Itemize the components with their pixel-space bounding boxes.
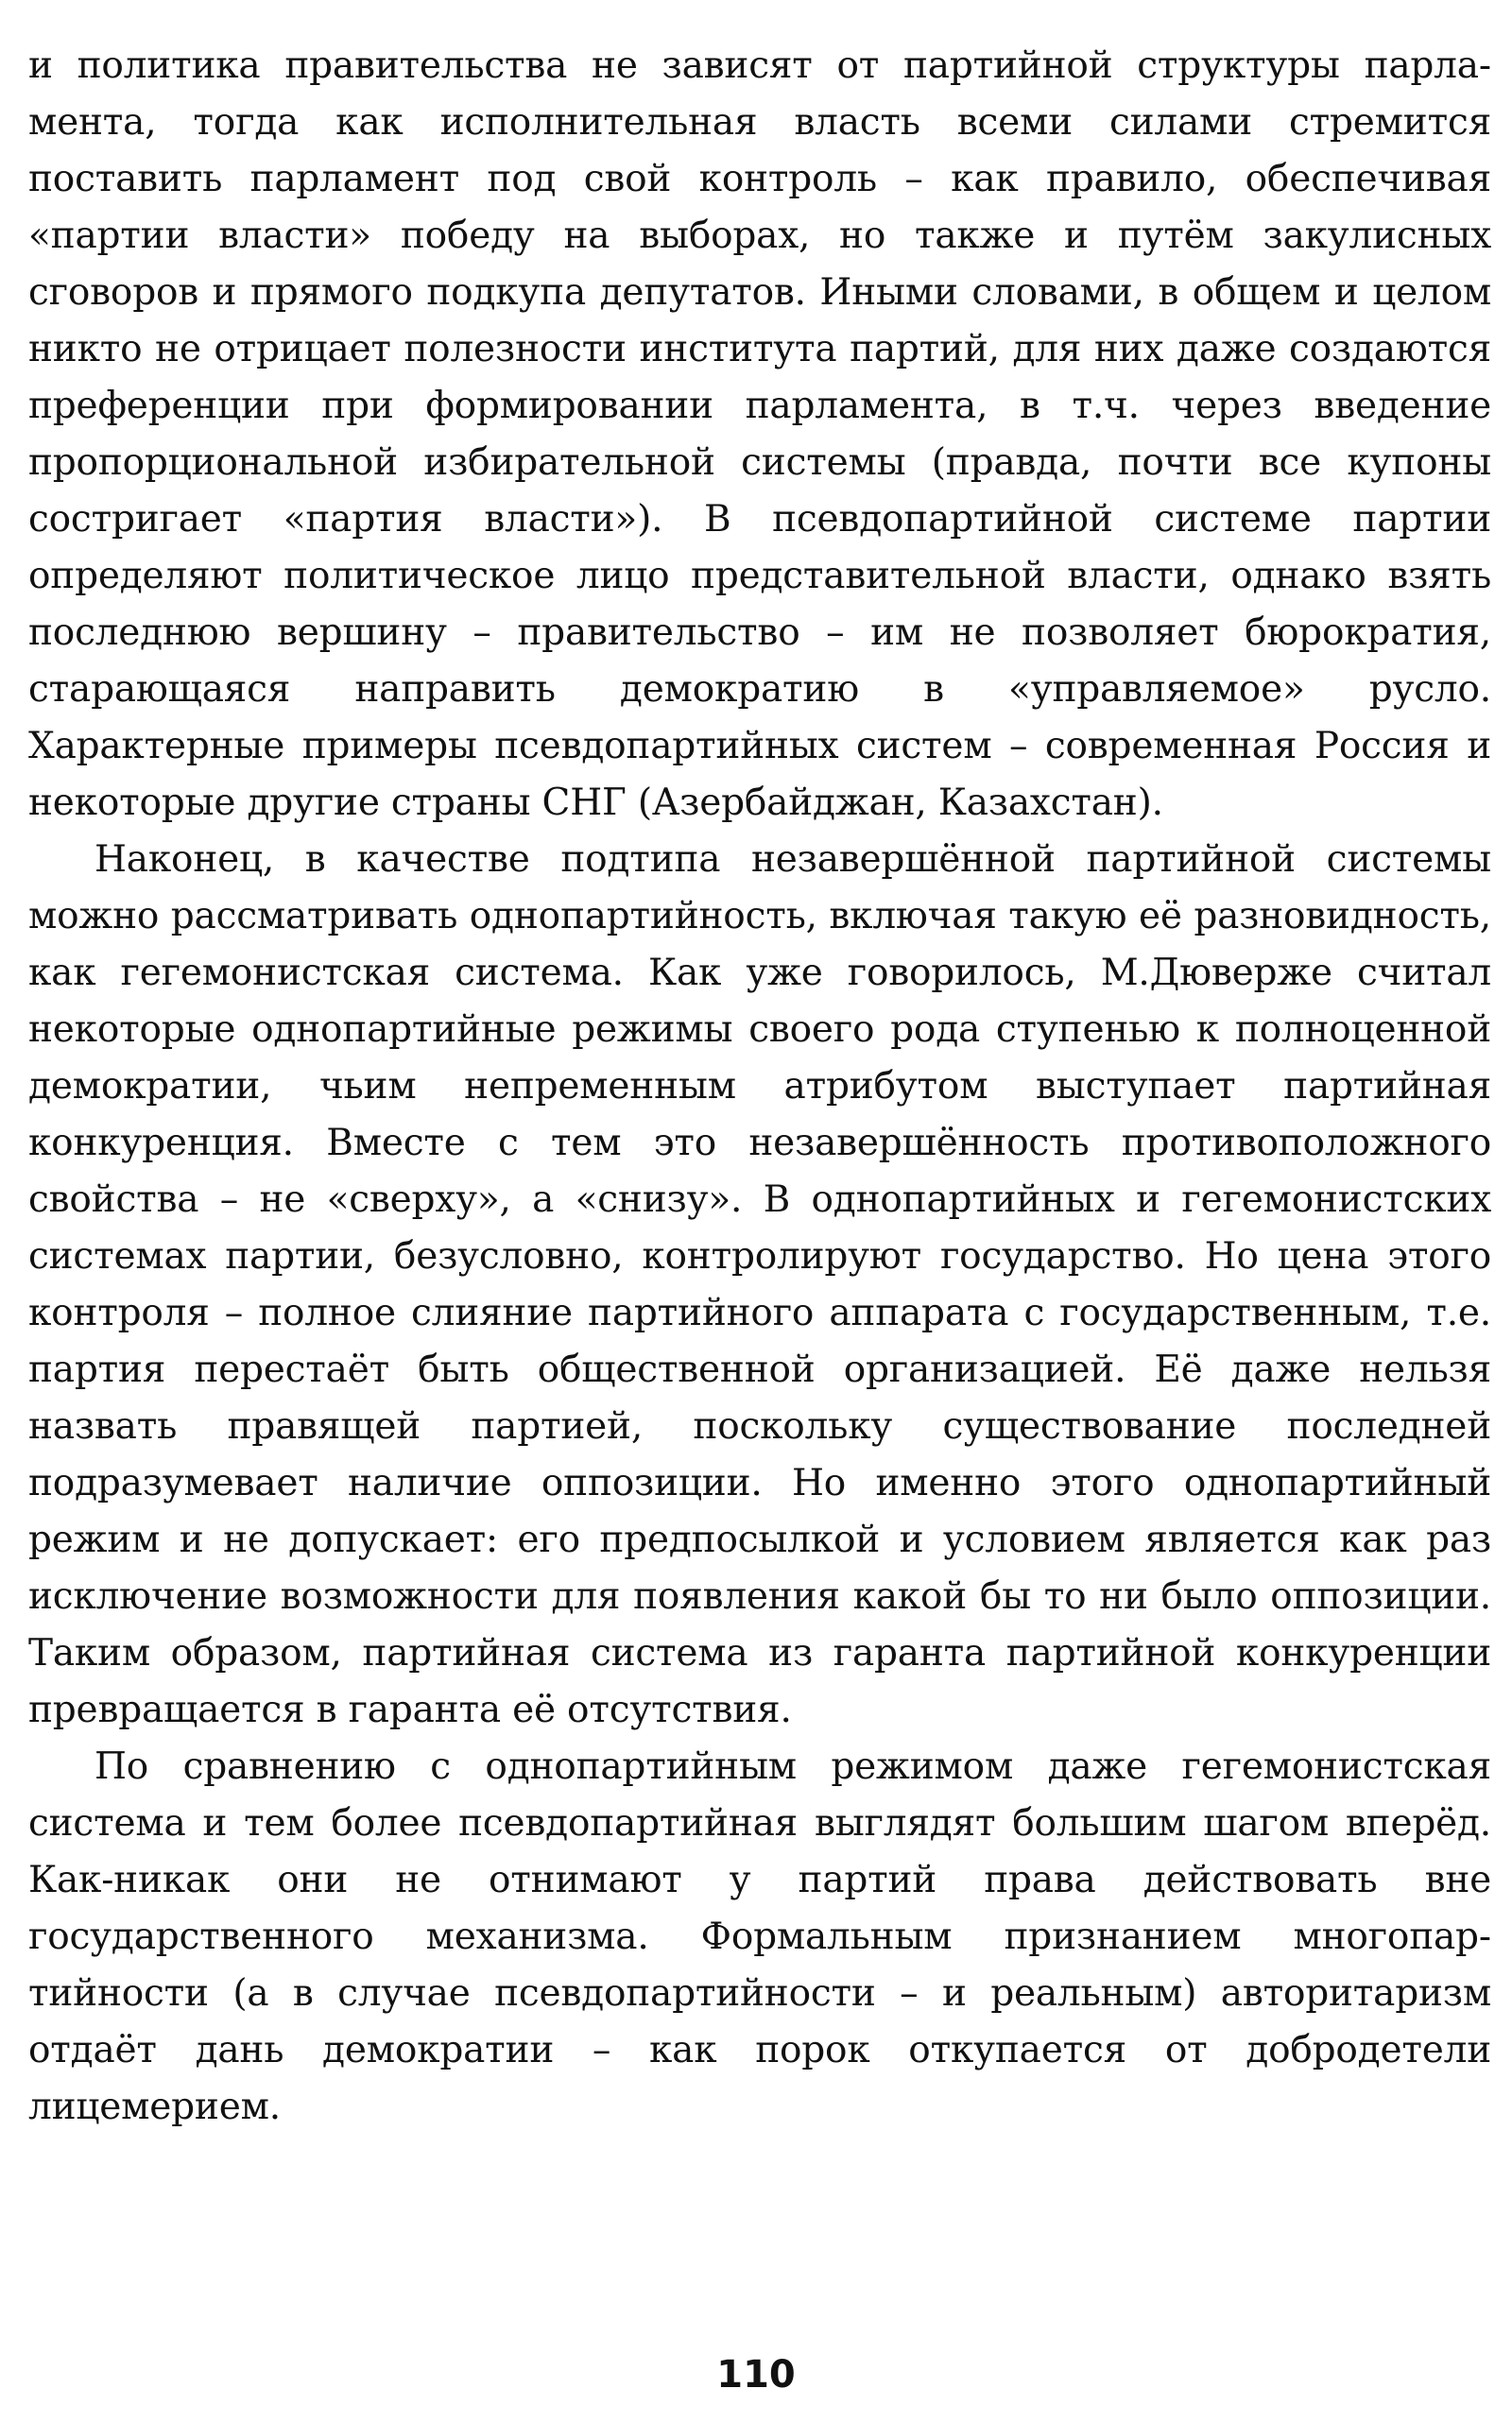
- page-body: [28, 38, 1491, 2136]
- paragraph-3: По сравнению с однопартийным режимом даже гегемонистская система и тем более псевдопартийная выглядят большим шагом вперёд. Как-никак они не отнимают у партий права действовать вне государственного механизма. Формальным признанием многопартийности (а в случае псевдопартийности – и реальным) авторитаризм отдаёт дань демократии – как порок откупается от добродетели лицемерием.: [28, 1745, 1491, 2128]
- paragraph-2: Наконец, в качестве подтипа незавершённой партийной системы можно рассматривать однопартийность, включая такую её разновидность, как гегемонистская система. Как уже говорилось, М.Дюверже считал некоторые однопартийные режимы своего рода ступенью к полноценной демократии, чьим непременным атрибутом выступает партийная конкуренция. Вместе с тем это незавершённость противоположного свойства – не «сверху», а «снизу». В однопартийных и гегемонистских системах партии, безусловно, контролируют государство. Но цена этого контроля – полное слияние партийного аппарата с государственным, т.е. партия перестаёт быть общественной организацией. Её даже нельзя назвать правящей партией, поскольку существование последней подразумевает наличие оппозиции. Но именно этого однопартийный режим и не допускает: его предпосылкой и условием является как раз исключение возможности для появления какой бы то ни было оппозиции. Таким образом, партийная система из гаранта партийной конкуренции превращается в гаранта её отсутствия.: [28, 838, 1491, 1731]
- paragraph-1: и политика правительства не зависят от партийной структуры парламента, тогда как исполнительная власть всеми силами стремится поставить парламент под свой контроль – как правило, обеспечивая «партии власти» победу на выборах, но также и путём закулисных сговоров и прямого подкупа депутатов. Иными словами, в общем и целом никто не отрицает полезности института партий, для них даже создаются преференции при формировании парламента, в т.ч. через введение пропорциональной избирательной системы (правда, почти все купоны состригает «партия власти»). В псевдопартийной системе партии определяют политическое лицо представительной власти, однако взять последнюю вершину – правительство – им не позволяет бюрократия, старающаяся направить демократию в «управляемое» русло. Характерные примеры псевдопартийных систем – современная Россия и некоторые другие страны СНГ (Азербайджан, Казахстан).: [28, 44, 1491, 824]
- page-number: 110: [716, 2353, 796, 2397]
